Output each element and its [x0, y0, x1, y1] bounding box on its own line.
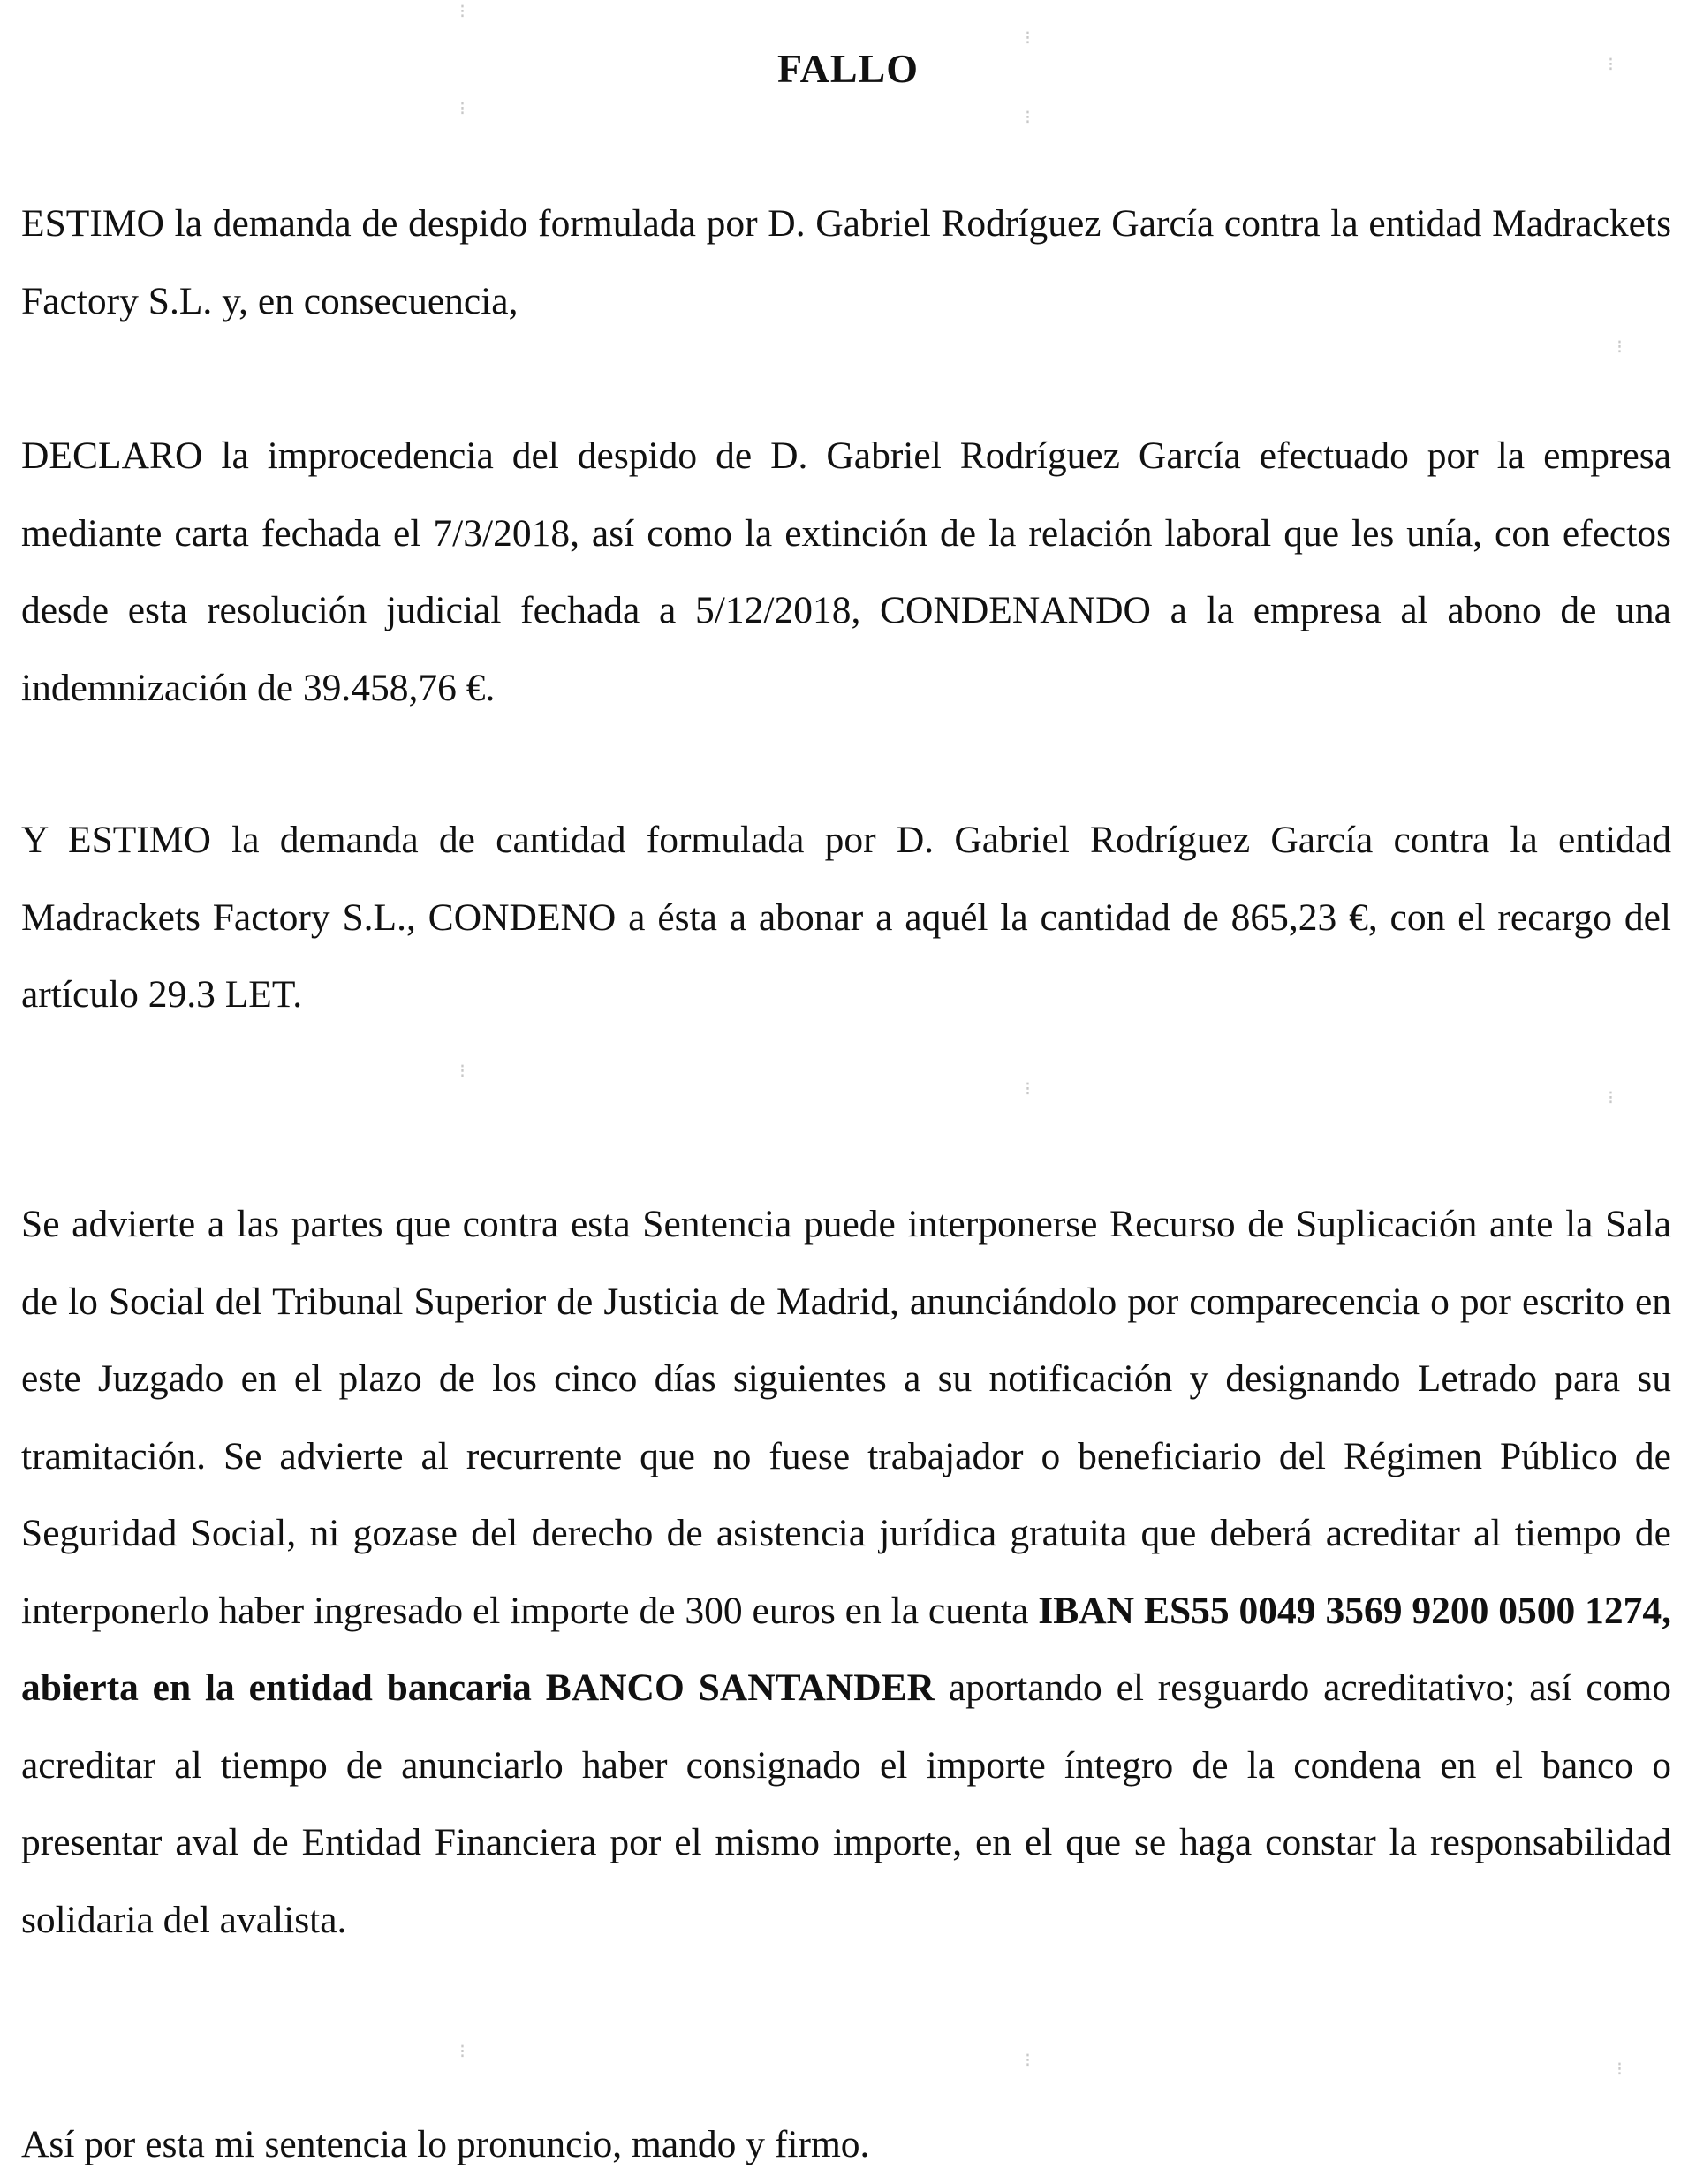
page-title: FALLO	[776, 46, 920, 91]
scan-artifact: ⁝	[459, 97, 466, 119]
scan-artifact: ⁝	[1025, 106, 1031, 128]
scan-artifact: ⁝	[1616, 2058, 1623, 2080]
scan-artifact: ⁝	[1616, 336, 1623, 358]
scan-artifact: ⁝	[1025, 1077, 1031, 1100]
scan-artifact: ⁝	[1025, 26, 1031, 49]
paragraph-closing: Así por esta mi sentencia lo pronuncio, mando y firmo.	[21, 2123, 870, 2165]
recurso-text-part1: Se advierte a las partes que contra esta Sentencia puede interponerse Recurso de Suplicación ante la Sala de lo Social del Tribunal Superior de Justicia de Madrid, anunciándolo por comparecencia o por escrito en este Juzgado en el plazo de los cinco días siguientes a su notificación y designando Letrado para su tramitación. Se advierte al recurrente que no fuese trabajador o beneficiario del Régimen Público de Seguridad Social, ni gozase del derecho de asistencia jurídica gratuita que deberá acreditar al tiempo de interponerlo haber ingresado el importe de 300 euros en la cuenta	[21, 1203, 1671, 1632]
paragraph-recurso-suplicacion	[21, 1186, 1671, 1959]
scan-artifact: ⁝	[459, 1060, 466, 1082]
recurso-text-part2: aportando el resguardo acreditativo; así como acreditar al tiempo de anunciarlo haber consignado el importe íntegro de la condena en el banco o presentar aval de Entidad Financiera por el mismo importe, en el que se haga constar la responsabilidad solidaria del avalista.	[21, 1666, 1671, 1941]
bank-account-bold: IBAN ES55 0049 3569 9200 0500 1274, abierta en la entidad bancaria BANCO SANTANDER	[21, 1589, 1671, 1709]
paragraph-estimo-cantidad: Y ESTIMO la demanda de cantidad formulada por D. Gabriel Rodríguez García contra la entidad Madrackets Factory S.L., CONDENO a ésta a abonar a aquél la cantidad de 865,23 €, con el recargo del artículo 29.3 LET.	[21, 819, 1671, 1016]
scan-artifact: ⁝	[1608, 1086, 1614, 1108]
paragraph-declaro-improcedencia: DECLARO la improcedencia del despido de D. Gabriel Rodríguez García efectuado por la empresa mediante carta fechada el 7/3/2018, así como la extinción de la relación laboral que les unía, con efectos desde esta resolución judicial fechada a 5/12/2018, CONDENANDO a la empresa al abono de una indemnización de 39.458,76 €.	[21, 435, 1671, 709]
scan-artifact: ⁝	[459, 2040, 466, 2062]
scan-artifact: ⁝	[1608, 53, 1614, 75]
scan-artifact: ⁝	[1025, 2049, 1031, 2071]
paragraph-estimo-despido: ESTIMO la demanda de despido formulada por D. Gabriel Rodríguez García contra la entidad Madrackets Factory S.L. y, en consecuencia,	[21, 202, 1671, 322]
scan-artifact: ⁝	[459, 0, 466, 22]
